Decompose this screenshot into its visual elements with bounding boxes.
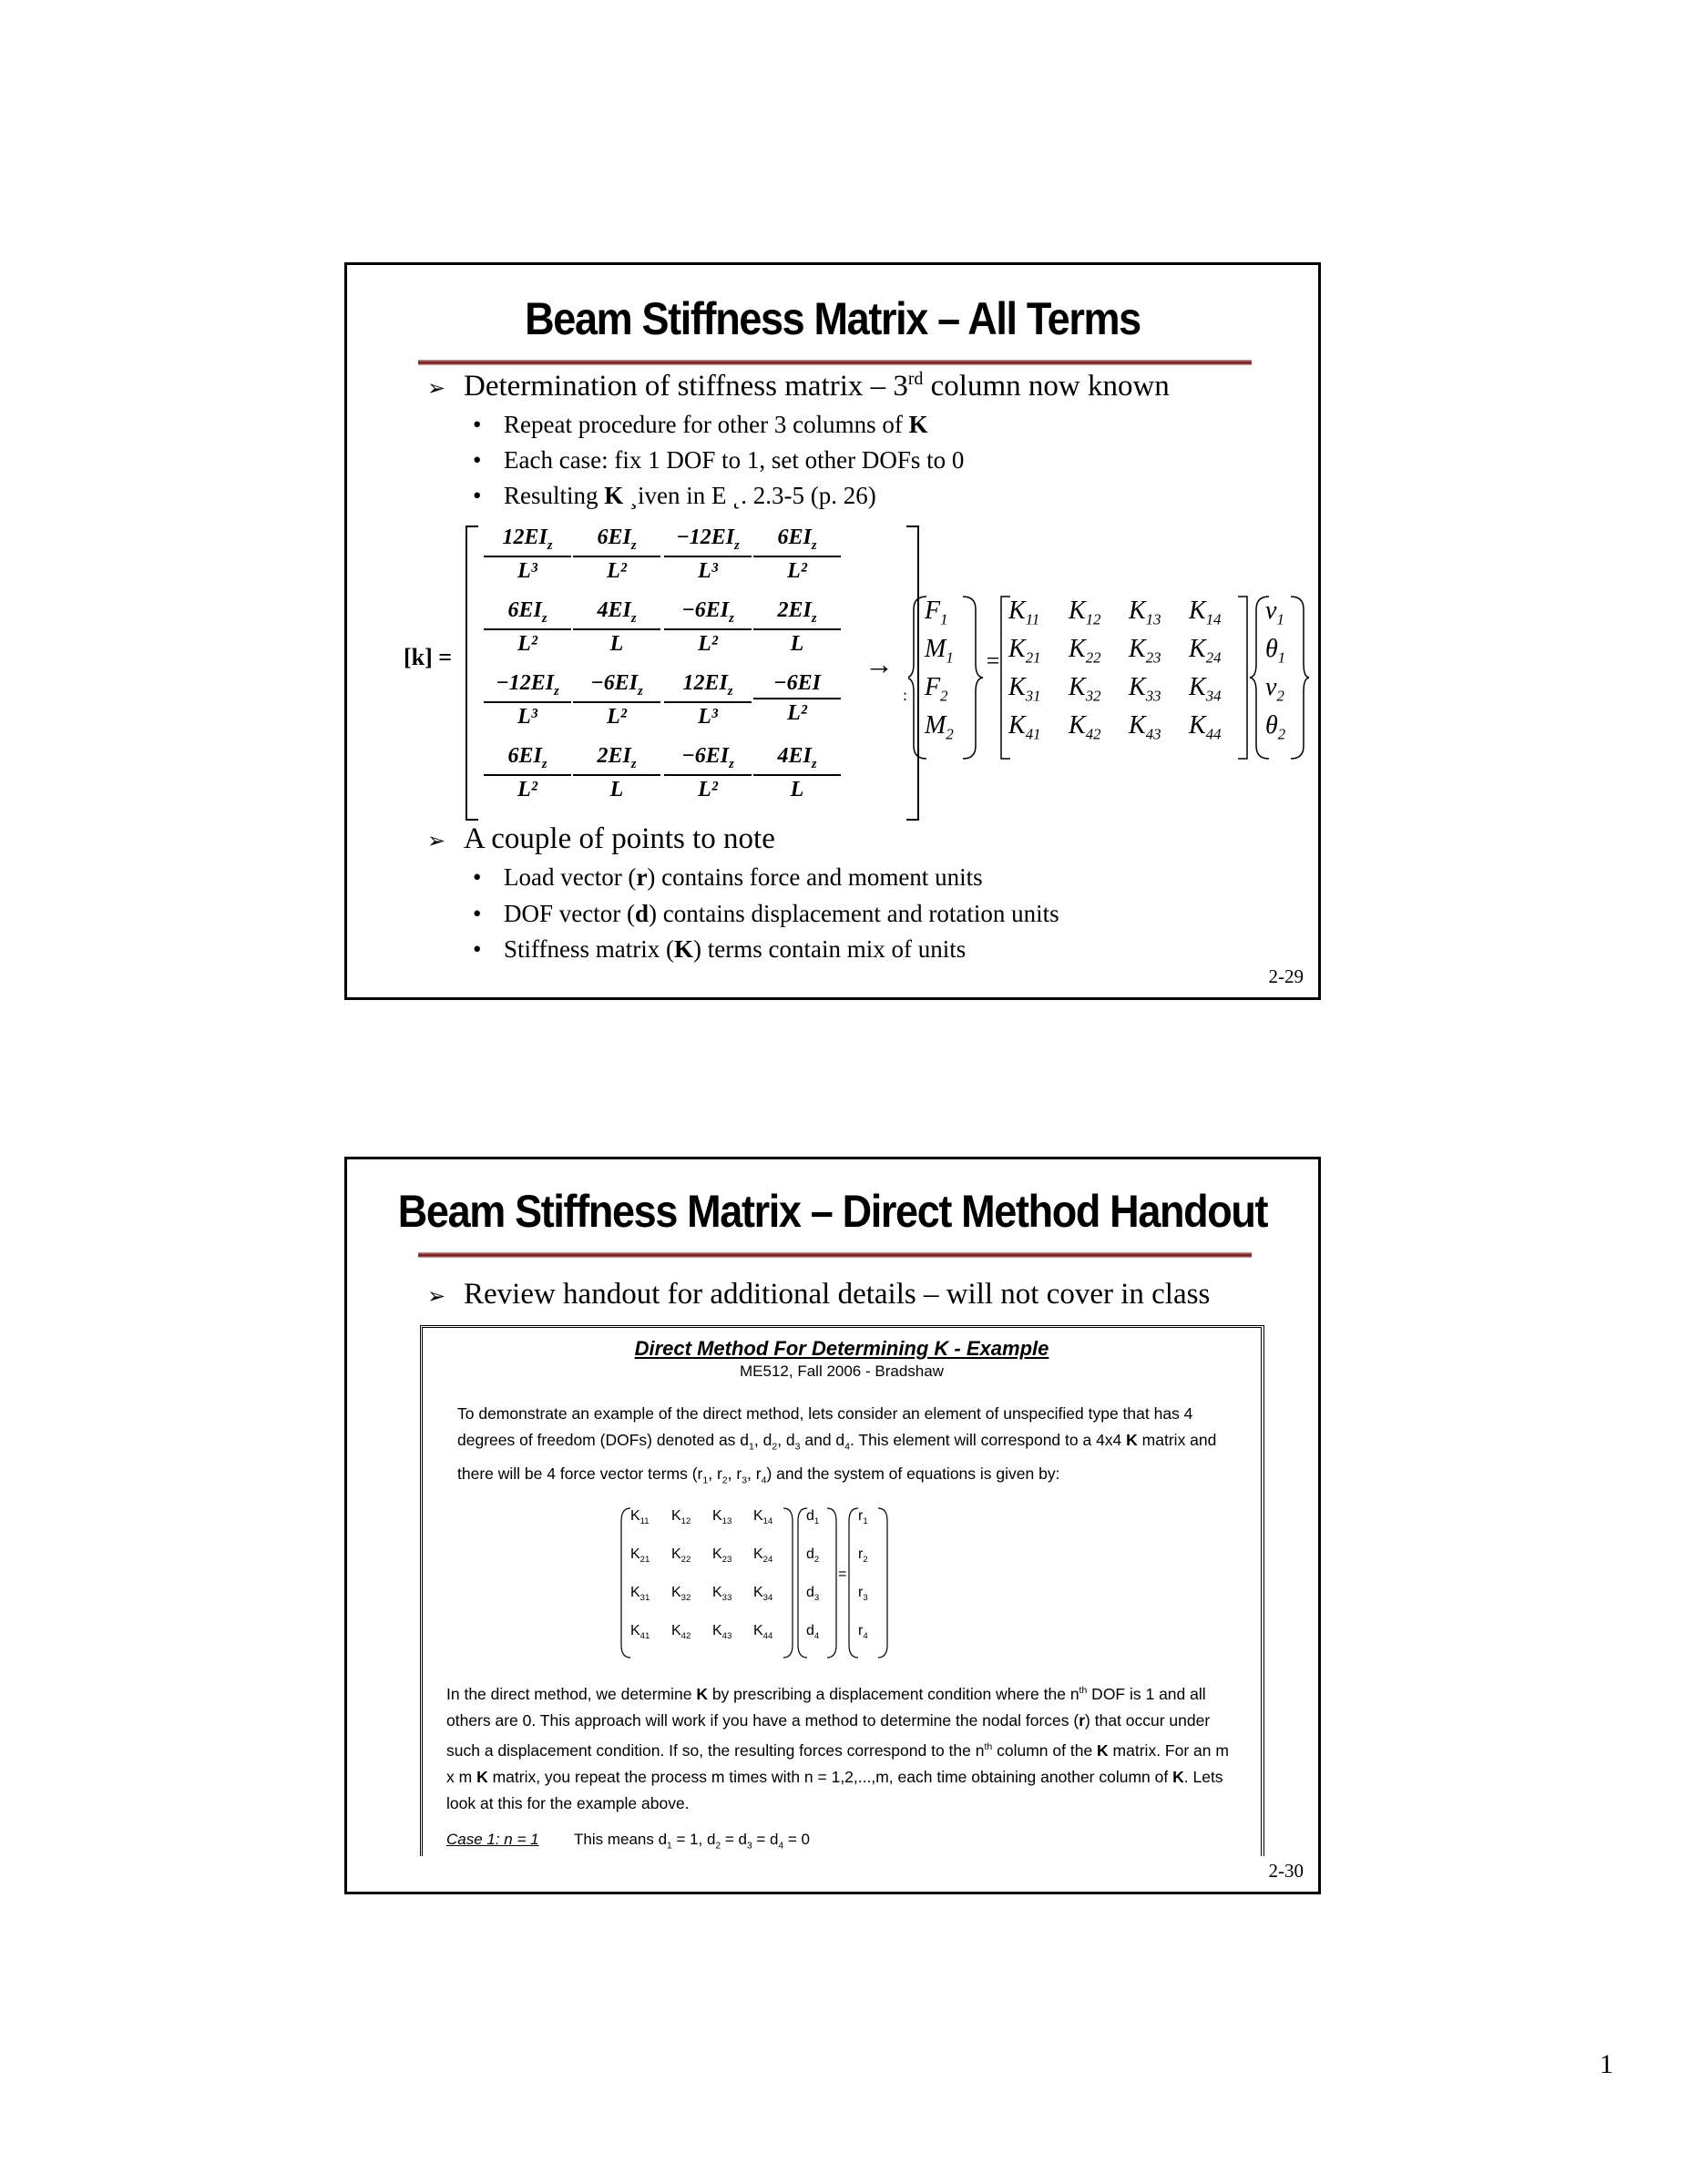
handout-K-term: $K_{44}$ [753, 1623, 773, 1642]
k-entry-4-1: $6EI_z$ L² [484, 744, 571, 802]
K-term-34: $K_{34}$ [1189, 673, 1222, 705]
sub-bullet-dof-vector: • DOF vector (d) contains displacement and rotation units [473, 900, 1059, 927]
slide-title: Beam Stiffness Matrix – Direct Method Handout [397, 1186, 1268, 1237]
K-term-24: $K_{24}$ [1189, 635, 1222, 667]
handout-K-term: $K_{24}$ [753, 1546, 773, 1566]
k-entry-4-4: $4EI_z$ L [753, 744, 841, 802]
force-vector-entry: $M_2$ [925, 711, 954, 743]
sub-bullet-each-case: • Each case: fix 1 DOF to 1, set other DOFs to 0 [473, 446, 965, 474]
k-entry-1-2: $6EI_z$ L² [573, 526, 660, 584]
left-bracket [465, 526, 478, 821]
stiffness-equation [908, 593, 1309, 762]
K-term-13: $K_{13}$ [1129, 597, 1161, 628]
k-entry-3-4: $\frac{-6EI}{\text{L²}}$ [753, 671, 841, 726]
handout-d-entry: $d_4$ [806, 1623, 820, 1642]
force-vector-entry: $F_1$ [925, 597, 948, 628]
k-entry-2-2: $4EI_z$ L [573, 598, 660, 657]
handout-K-term: $K_{43}$ [712, 1623, 732, 1642]
handout-K-term: $K_{14}$ [753, 1508, 773, 1527]
k-entry-2-4: $2EI_z$ L [753, 598, 841, 657]
handout-K-term: $K_{23}$ [712, 1546, 732, 1566]
title-rule [418, 360, 1252, 365]
handout-case-text: This means $d_1 = 1$, $d_2 = d_3 = d_4 = 0$ [574, 1831, 810, 1852]
k-entry-4-3: $-6EI_z$ L² [664, 744, 752, 802]
handout-d-entry: $d_3$ [806, 1585, 820, 1604]
handout-paragraph-1: To demonstrate an example of the direct method, lets consider an element of unspecified type that has 4 degrees of freedom (DOFs) denoted as $d_1$, $d_2$, $d_3$ and $d_4$. This element will correspond to a 4x4 K matrix and there will be 4 force vector terms ($r_1$, $r_2$, $r_3$, $r_4$) and the system of equations is given by: [457, 1404, 1217, 1485]
K-term-44: $K_{44}$ [1189, 711, 1222, 743]
K-term-42: $K_{42}$ [1069, 711, 1101, 743]
dof-vector-entry: $v_1$ [1265, 597, 1284, 628]
k-entry-3-3: $12EI_z$ L³ [664, 671, 752, 730]
k-entry-1-4: $6EI_z$ L² [753, 526, 841, 584]
K-term-32: $K_{32}$ [1069, 673, 1101, 705]
bullet-review-handout: ➢ Review handout for additional details – will not cover in class [427, 1278, 1211, 1311]
k-entry-1-3: $-12EI_z$ L³ [664, 526, 752, 584]
handout-equals-sign: = [838, 1567, 847, 1582]
k-entry-4-2: $2EI_z$ L [573, 744, 660, 802]
handout-r-entry: $r_3$ [858, 1585, 868, 1604]
K-term-31: $K_{31}$ [1008, 673, 1041, 705]
sub-bullet-stiffness-units: • Stiffness matrix (K) terms contain mix of units [473, 935, 967, 963]
dof-vector-entry: $v_2$ [1265, 673, 1284, 705]
handout-K-term: $K_{21}$ [630, 1546, 650, 1566]
k-entry-3-2: $-6EI_z$ L² [573, 671, 660, 730]
handout-K-term: $K_{12}$ [671, 1508, 691, 1527]
k-entry-2-3: $-6EI_z$ L² [664, 598, 752, 657]
handout-d-entry: $d_2$ [806, 1546, 820, 1566]
k-entry-1-1: $12EI_z$ L³ [484, 526, 571, 584]
handout-r-entry: $r_2$ [858, 1546, 868, 1566]
K-term-21: $K_{21}$ [1008, 635, 1041, 667]
K-term-43: $K_{43}$ [1129, 711, 1161, 743]
force-vector-entry: $F_2$ [925, 673, 948, 705]
sub-bullet-repeat: • Repeat procedure for other 3 columns of K [473, 411, 928, 438]
handout-K-term: $K_{13}$ [712, 1508, 732, 1527]
page-number: 1 [1600, 2049, 1613, 2079]
handout-K-term: $K_{33}$ [712, 1585, 732, 1604]
sub-bullet-load-vector: • Load vector (r) contains force and moment units [473, 863, 983, 891]
slide-title: Beam Stiffness Matrix – All Terms [525, 293, 1141, 344]
beam-stiffness-matrix: [k] = $12EI_z$ L³ $6EI_z$ L² $-12EI_z$ L³ $6EI_z$ L² $6EI_z$ L² $4EI_z$ L $-6EI_z$ L² $2EI_z$ L $-12EI_z$ L³ $-6EI_z$ L² $12EI_z$ L³ $\frac{-6EI}{\text{L²}}$ $6EI_z$ L² $2EI_z$ L $-6EI_z$ L² $4EI_z$ L : [404, 526, 850, 817]
implies-arrow: → [864, 648, 894, 680]
handout-K-term: $K_{31}$ [630, 1585, 650, 1604]
K-term-12: $K_{12}$ [1069, 597, 1101, 628]
bullet-couple-points: ➢ A couple of points to note [427, 822, 775, 855]
dof-vector-entry: $\theta_2$ [1265, 711, 1286, 743]
handout-excerpt [420, 1325, 1264, 1856]
K-term-11: $K_{11}$ [1008, 597, 1040, 628]
slide-2-29 [344, 262, 1321, 1000]
handout-K-term: $K_{34}$ [753, 1585, 773, 1604]
k-label: [k] = [404, 644, 453, 670]
handout-K-term: $K_{32}$ [671, 1585, 691, 1604]
handout-d-entry: $d_1$ [806, 1508, 820, 1527]
title-rule [418, 1252, 1252, 1258]
handout-case-label: Case 1: n = 1 [446, 1831, 539, 1848]
bullet-arrow-icon: ➢ [427, 377, 446, 401]
handout-r-entry: $r_4$ [858, 1623, 868, 1642]
handout-K-term: $K_{11}$ [630, 1508, 650, 1527]
handout-K-term: $K_{42}$ [671, 1623, 691, 1642]
bullet-arrow-icon: ➢ [427, 830, 446, 853]
dof-vector-entry: $\theta_1$ [1265, 635, 1286, 667]
slide-2-30 [344, 1157, 1321, 1894]
bullet-arrow-icon: ➢ [427, 1285, 446, 1309]
sub-bullet-resulting: • Resulting K ¸iven in E ˛. 2.3-5 (p. 26) [473, 482, 876, 509]
slide-number: 2-29 [1268, 965, 1304, 987]
slide-number: 2-30 [1268, 1860, 1304, 1882]
handout-K-term: $K_{41}$ [630, 1623, 650, 1642]
equals-sign: = [985, 648, 1001, 674]
K-term-23: $K_{23}$ [1129, 635, 1161, 667]
handout-paragraph-2: In the direct method, we determine K by prescribing a displacement condition where the $n^{th}$ DOF is 1 and all others are 0. This approach will work if you have a method to determine the nodal forces (r) that occur under such a displacement condition. If so, the resulting forces correspond to the $n^{th}$ column of the K matrix. For an m x m K matrix, you repeat the process m times with n = 1,2,...,m, each time obtaining another column of K. Lets look at this for the example above. [446, 1684, 1229, 1812]
handout-K-term: $K_{22}$ [671, 1546, 691, 1566]
K-term-14: $K_{14}$ [1189, 597, 1222, 628]
force-vector-entry: $M_1$ [925, 635, 954, 667]
k-entry-2-1: $6EI_z$ L² [484, 598, 571, 657]
handout-matrix-equation [619, 1505, 911, 1661]
K-term-33: $K_{33}$ [1129, 673, 1161, 705]
K-term-22: $K_{22}$ [1069, 635, 1101, 667]
bullet-determination: ➢ Determination of stiffness matrix – 3rd column now known [427, 369, 1170, 403]
handout-r-entry: $r_1$ [858, 1508, 868, 1527]
handout-subtitle: ME512, Fall 2006 - Bradshaw [740, 1362, 944, 1380]
handout-title: Direct Method For Determining K - Example [634, 1337, 1049, 1360]
k-entry-3-1: $-12EI_z$ L³ [484, 671, 571, 730]
K-term-41: $K_{41}$ [1008, 711, 1041, 743]
